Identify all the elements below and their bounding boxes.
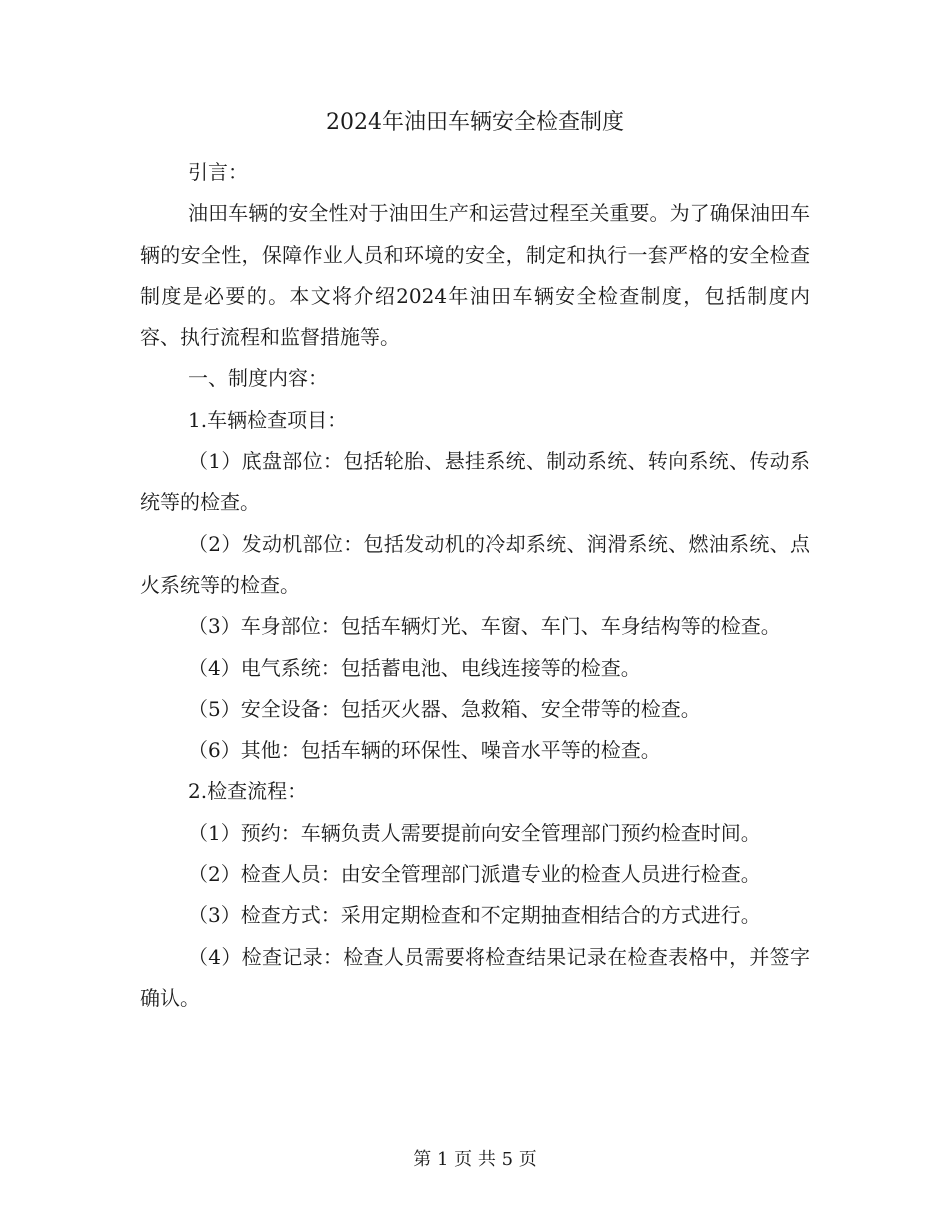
paragraph-intro: 油田车辆的安全性对于油田生产和运营过程至关重要。为了确保油田车辆的安全性，保障作业人员和环境的安全，制定和执行一套严格的安全检查制度是必要的。本文将介绍2024年油田车辆安全检查制度，包括制度内容、执行流程和监督措施等。 xyxy=(140,201,810,350)
list-item-appointment: （1）预约：车辆负责人需要提前向安全管理部门预约检查时间。 xyxy=(188,820,761,845)
page-footer: 第 1 页 共 5 页 xyxy=(413,1149,537,1170)
list-item-electrical: （4）电气系统：包括蓄电池、电线连接等的检查。 xyxy=(188,655,641,680)
list-item-records: （4）检查记录：检查人员需要将检查结果记录在检查表格中，并签字确认。 xyxy=(140,944,810,1010)
list-item-method: （3）检查方式：采用定期检查和不定期抽查相结合的方式进行。 xyxy=(188,903,761,928)
subsection-heading-items: 1.车辆检查项目： xyxy=(188,407,348,432)
subsection-heading-process: 2.检查流程： xyxy=(188,779,308,804)
list-item-chassis: （1）底盘部位：包括轮胎、悬挂系统、制动系统、转向系统、传动系统等的检查。 xyxy=(140,449,810,515)
document-body xyxy=(140,152,810,1019)
list-item-safety-equipment: （5）安全设备：包括灭火器、急救箱、安全带等的检查。 xyxy=(188,696,701,721)
list-item-inspectors: （2）检查人员：由安全管理部门派遣专业的检查人员进行检查。 xyxy=(188,862,761,887)
section-heading-content: 一、制度内容： xyxy=(188,366,328,391)
list-item-engine: （2）发动机部位：包括发动机的冷却系统、润滑系统、燃油系统、点火系统等的检查。 xyxy=(140,531,810,597)
paragraph-intro-heading: 引言： xyxy=(188,160,248,184)
list-item-body: （3）车身部位：包括车辆灯光、车窗、车门、车身结构等的检查。 xyxy=(188,614,781,639)
list-item-other: （6）其他：包括车辆的环保性、噪音水平等的检查。 xyxy=(188,738,661,763)
document-title: 2024年油田车辆安全检查制度 xyxy=(326,110,624,135)
